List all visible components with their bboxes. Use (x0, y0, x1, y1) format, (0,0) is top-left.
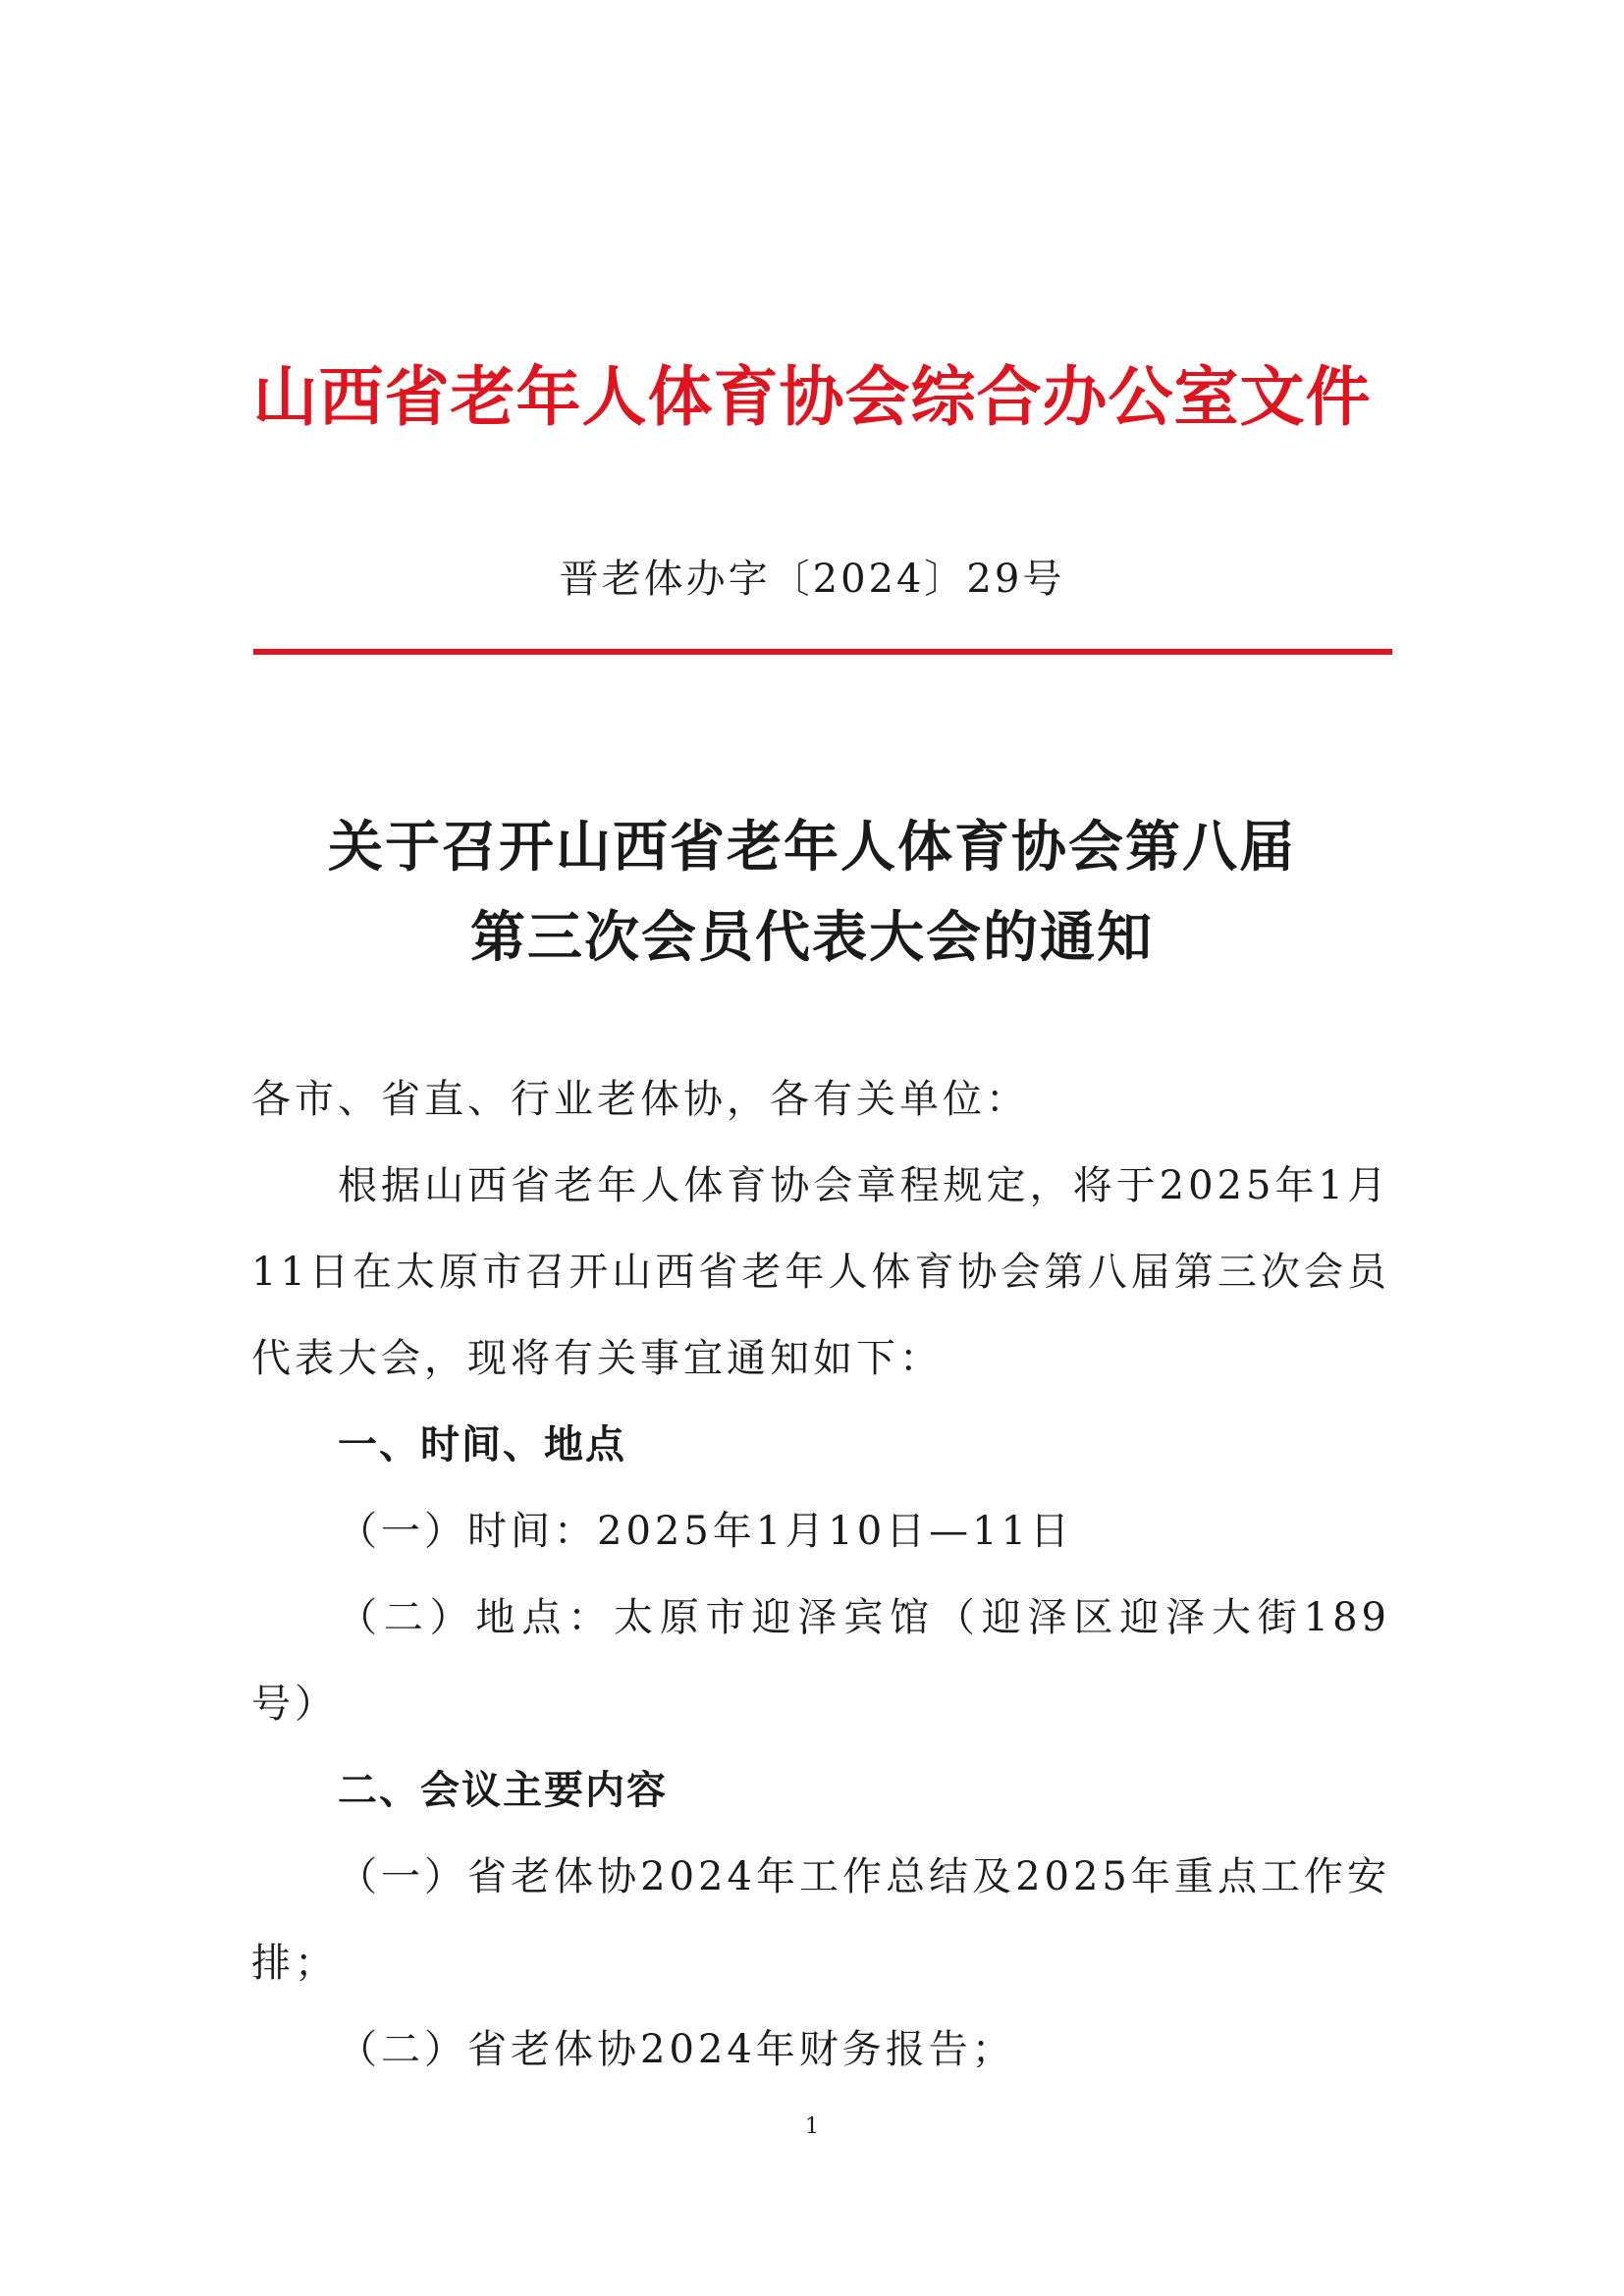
document-header-title: 山西省老年人体育协会综合办公室文件 (252, 358, 1372, 435)
list-item: （二）地点：太原市迎泽宾馆（迎泽区迎泽大街189号） (251, 1595, 1390, 1727)
list-item: （二）省老体协2024年财务报告； (338, 2027, 1015, 2072)
list-item: （一）省老体协2024年工作总结及2025年重点工作安排； (251, 1854, 1390, 1986)
salutation: 各市、省直、行业老体协，各有关单位： (251, 1077, 1029, 1122)
notice-title-line-1: 关于召开山西省老年人体育协会第八届 (328, 816, 1296, 880)
notice-title (0, 803, 1624, 984)
section-heading-meeting-content: 二、会议主要内容 (338, 1768, 668, 1813)
notice-body (251, 1056, 1390, 2093)
notice-title-line-2: 第三次会员代表大会的通知 (470, 906, 1154, 970)
document-number: 晋老体办字〔2024〕29号 (559, 557, 1065, 602)
list-item: （一）时间：2025年1月10日—11日 (338, 1509, 1074, 1554)
red-separator-line (253, 649, 1392, 655)
page-number: 1 (805, 2114, 819, 2139)
section-heading-time-place: 一、时间、地点 (338, 1422, 626, 1468)
intro-paragraph: 根据山西省老年人体育协会章程规定，将于2025年1月11日在太原市召开山西省老年人体育协会第八届第三次会员代表大会，现将有关事宜通知如下： (251, 1163, 1390, 1381)
